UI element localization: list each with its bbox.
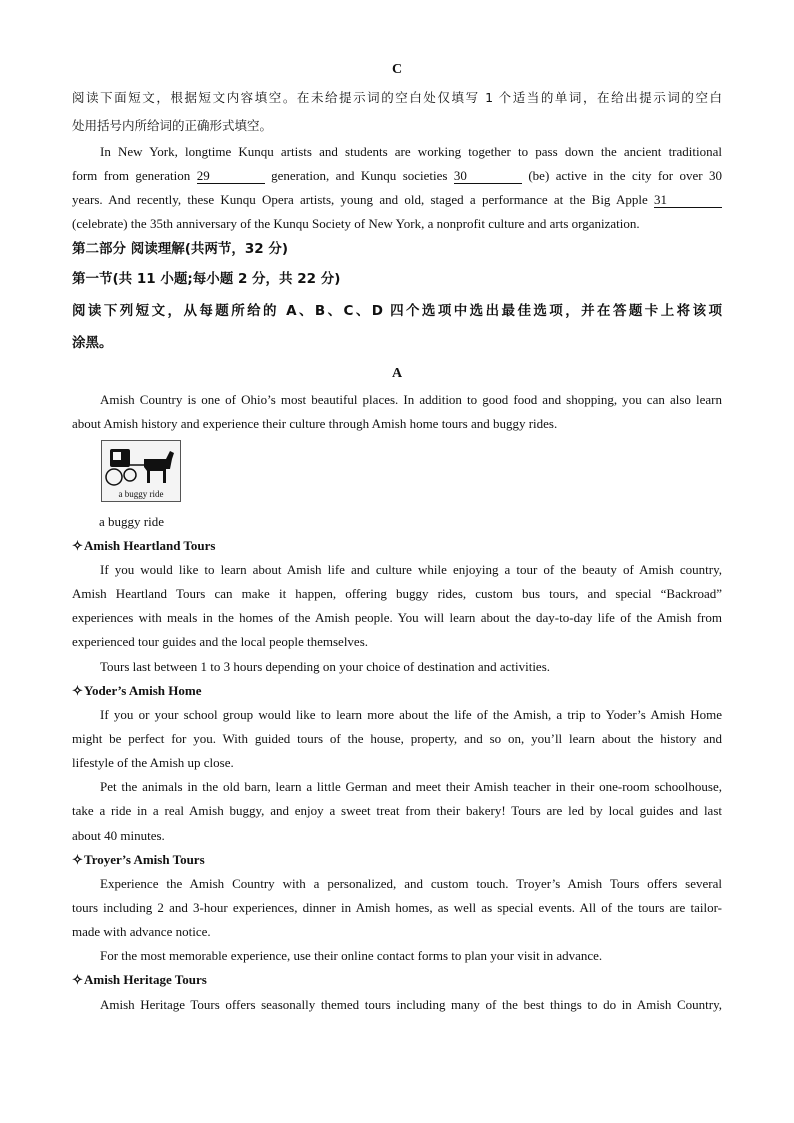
four-point-star-icon: ✧ xyxy=(72,852,83,867)
troyer-line1: Experience the Amish Country with a personalized, and custom touch. Troyer’s Amish Tours offers several xyxy=(100,876,722,891)
yoder-line5: take a ride in a real Amish buggy, and enjoy a sweet treat from their bakery! Tours are led by local guides and last xyxy=(72,803,722,818)
section-c-paragraph-line2 xyxy=(72,168,722,184)
heading-text: Amish Heartland Tours xyxy=(84,538,216,553)
troyer-line3: made with advance notice. xyxy=(72,924,211,939)
four-point-star-icon: ✧ xyxy=(72,683,83,698)
text-segment: (be) active in the city for over 30 xyxy=(528,168,723,183)
yoder-line1: If you or your school group would like to learn more about the life of the Amish, a trip to Yoder’s Amish Home xyxy=(100,707,722,722)
image-label: a buggy ride xyxy=(118,489,164,499)
section-c-paragraph-line4: (celebrate) the 35th anniversary of the Kunqu Society of New York, a nonprofit culture and arts organization. xyxy=(72,216,640,231)
blank-29: 29 xyxy=(197,169,265,184)
part2-section1: 第一节(共 11 小题;每小题 2 分，共 22 分) xyxy=(72,271,341,287)
text-segment: generation, and Kunqu societies xyxy=(271,168,448,183)
blank-31: 31 xyxy=(654,193,722,208)
heading-amish-heritage-tours xyxy=(72,972,722,988)
yoder-line4: Pet the animals in the old barn, learn a little German and meet their Amish teacher in their one-room schoolhouse, xyxy=(100,779,722,794)
yoder-line3: lifestyle of the Amish up close. xyxy=(72,755,234,770)
heartland-line1: If you would like to learn about Amish life and culture while enjoying a tour of the beauty of Amish country, xyxy=(100,562,722,577)
passage-a-letter: A xyxy=(391,366,403,381)
heartland-line4: experienced tour guides and the local people themselves. xyxy=(72,634,369,649)
heading-heartland-tours xyxy=(72,538,722,554)
passage-a-intro-line2: about Amish history and experience their culture through Amish home tours and buggy rides. xyxy=(72,416,558,431)
heading-text: Troyer’s Amish Tours xyxy=(84,852,205,867)
section-c-instruction-line2: 处用括号内所给词的正确形式填空。 xyxy=(72,118,273,133)
heartland-line2: Amish Heartland Tours can make it happen, offering buggy rides, custom bus tours, and special “Backroad” xyxy=(72,586,722,601)
four-point-star-icon: ✧ xyxy=(72,538,83,553)
heritage-line1: Amish Heritage Tours offers seasonally themed tours including many of the best things to do in Amish Country, xyxy=(100,997,722,1012)
passage-a-intro-line1: Amish Country is one of Ohio’s most beautiful places. In addition to good food and shopping, you can also learn xyxy=(100,392,722,407)
troyer-line4: For the most memorable experience, use their online contact forms to plan your visit in advance. xyxy=(100,948,603,963)
part2-instruction-line1: 阅读下列短文，从每题所给的 A、B、C、D 四个选项中选出最佳选项，并在答题卡上将该项 xyxy=(72,303,722,319)
text-segment: form from generation xyxy=(72,168,191,183)
section-c-paragraph-line1: In New York, longtime Kunqu artists and students are working together to pass down the ancient traditional xyxy=(100,144,722,159)
image-caption: a buggy ride xyxy=(99,514,164,529)
section-c-letter: C xyxy=(391,62,403,77)
part2-title: 第二部分 阅读理解(共两节，32 分) xyxy=(72,241,289,257)
text-segment: years. And recently, these Kunqu Opera artists, young and old, staged a performance at the Big Apple xyxy=(72,192,648,207)
yoder-line2: might be perfect for you. With guided tours of the house, property, and so on, you’ll learn about the history and xyxy=(72,731,722,746)
buggy-ride-image xyxy=(101,440,181,502)
four-point-star-icon: ✧ xyxy=(72,972,83,987)
troyer-line2: tours including 2 and 3-hour experiences, dinner in Amish homes, as well as special events. All of the tours are tailor- xyxy=(72,900,722,915)
heartland-line5: Tours last between 1 to 3 hours depending on your choice of destination and activities. xyxy=(100,659,551,674)
blank-30: 30 xyxy=(454,169,522,184)
heading-text: Yoder’s Amish Home xyxy=(84,683,202,698)
section-c-paragraph-line3 xyxy=(72,192,722,208)
part2-instruction-line2: 涂黑。 xyxy=(72,335,113,351)
heading-troyers-amish-tours xyxy=(72,852,722,868)
heading-text: Amish Heritage Tours xyxy=(84,972,207,987)
yoder-line6: about 40 minutes. xyxy=(72,828,165,843)
section-c-instruction-line1: 阅读下面短文，根据短文内容填空。在未给提示词的空白处仅填写 1 个适当的单词，在给出提示词的空白 xyxy=(72,90,722,105)
heading-yoders-amish-home xyxy=(72,683,722,699)
heartland-line3: experiences with meals in the homes of the Amish people. You will learn about the day-to-day life of the Amish from xyxy=(72,610,722,625)
horse-buggy-icon xyxy=(104,443,178,487)
